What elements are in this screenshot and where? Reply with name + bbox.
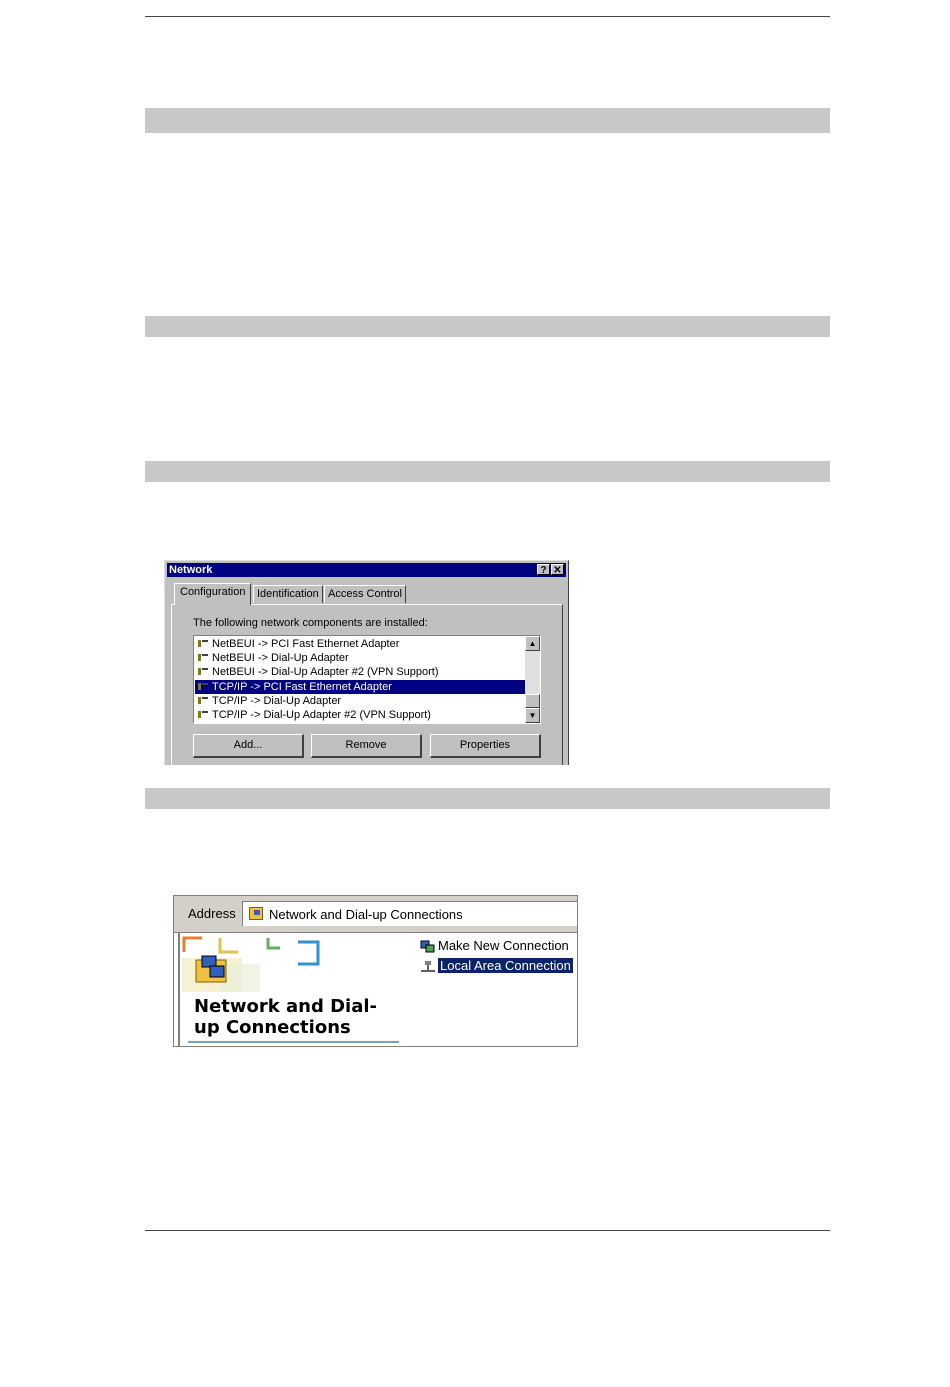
list-item[interactable]: NetBEUI -> Dial-Up Adapter [195,651,526,665]
local-area-connection-item[interactable]: Local Area Connection [420,957,573,975]
list-item[interactable]: NetBEUI -> Dial-Up Adapter #2 (VPN Support) [195,665,526,679]
page-title: Network and Dial- up Connections [194,996,377,1038]
list-item[interactable]: TCP/IP -> Dial-Up Adapter [195,694,526,708]
scroll-thumb[interactable] [525,694,540,708]
network-protocol-icon [197,696,209,706]
list-item-selected[interactable]: TCP/IP -> PCI Fast Ethernet Adapter [195,680,526,694]
list-item[interactable]: TCP/IP -> Dial-Up Adapter #2 (VPN Support) [195,708,526,722]
tab-identification[interactable]: Identification [253,585,323,603]
network-protocol-icon [197,667,209,677]
address-label: Address [188,906,236,921]
dialog-titlebar [167,563,566,577]
add-button[interactable]: Add... [193,734,304,758]
list-scrollbar[interactable] [525,636,540,723]
network-dialog [164,560,569,765]
scroll-up-icon[interactable]: ▲ [525,636,540,651]
header-rule [145,16,830,17]
remove-button[interactable]: Remove [311,734,422,758]
network-protocol-icon [197,653,209,663]
section-bar-4 [145,788,830,809]
help-button[interactable]: ? [537,564,550,575]
components-label: The following network components are installed: [193,617,428,629]
address-bar [174,896,577,933]
list-item[interactable]: NetBEUI -> PCI Fast Ethernet Adapter [195,637,526,651]
properties-button[interactable]: Properties [430,734,541,758]
footer-rule [145,1230,830,1231]
tab-access-control[interactable]: Access Control [324,585,406,603]
components-listbox[interactable] [193,635,541,724]
section-bar-3 [145,461,830,482]
network-protocol-icon [197,639,209,649]
make-new-connection-item[interactable]: Make New Connection [420,937,569,955]
explorer-window [173,895,578,1047]
make-new-connection-icon [420,940,436,954]
tab-configuration[interactable]: Configuration [174,583,251,605]
network-folder-icon [249,907,263,920]
address-value: Network and Dial-up Connections [269,907,463,922]
network-protocol-icon [197,682,209,692]
section-bar-1 [145,108,830,133]
network-protocol-icon [197,710,209,720]
lan-connection-icon [420,960,436,974]
scroll-down-icon[interactable]: ▼ [525,708,540,723]
title-underline [188,1041,399,1043]
section-bar-2 [145,316,830,337]
dialog-title: Network [169,564,213,576]
close-button[interactable]: ✕ [551,564,564,575]
network-connections-icon [194,954,234,986]
address-field[interactable] [242,901,578,926]
